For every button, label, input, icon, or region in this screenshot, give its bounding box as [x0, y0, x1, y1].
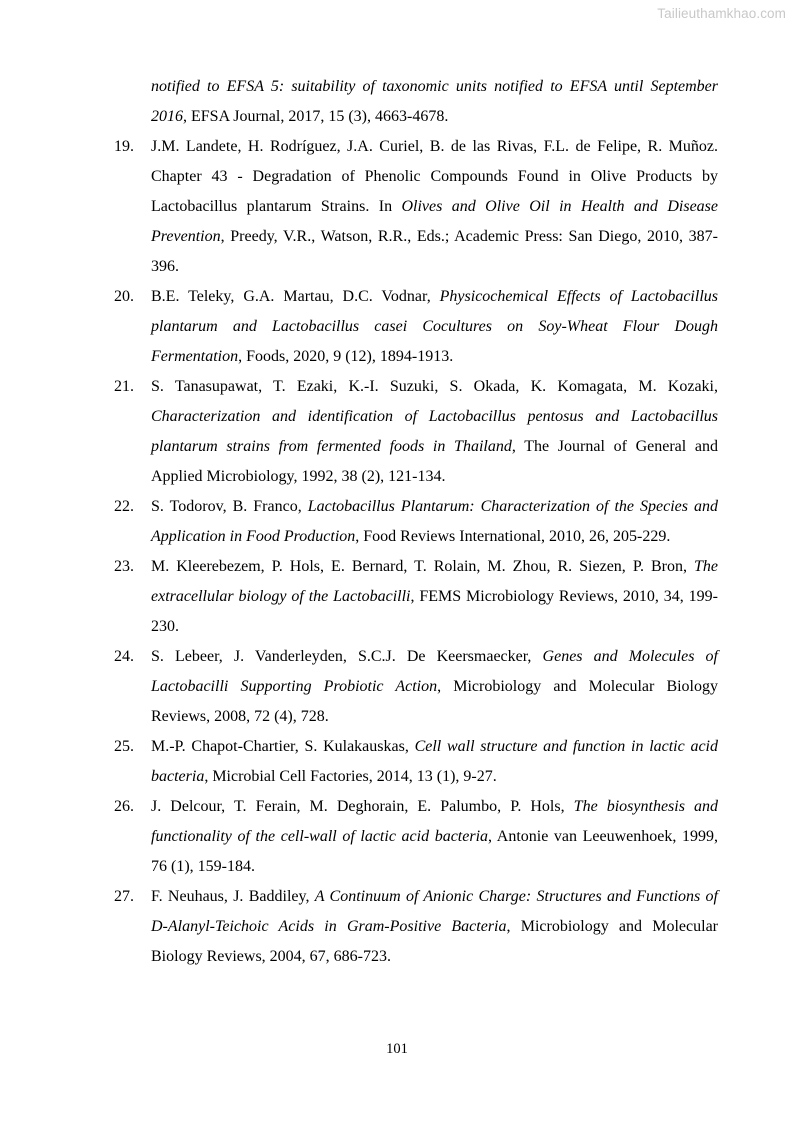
reference-authors: S. Lebeer, J. Vanderleyden, S.C.J. De Keersmaecker, — [151, 648, 543, 665]
reference-24 — [114, 642, 719, 732]
reference-20 — [114, 282, 718, 372]
reference-authors: S. Todorov, B. Franco, — [151, 498, 308, 515]
reference-details: , Microbiology and Molecular Biology Reviews, 2004, 67, 686-723. — [151, 918, 719, 965]
reference-number: 19. — [114, 138, 134, 155]
reference-number: 26. — [114, 798, 134, 815]
reference-21 — [114, 372, 718, 492]
reference-title: Physicochemical Effects of Lactobacillus plantarum and Lactobacillus casei Cocultures on Soy-Wheat Flour Dough Fermentation — [151, 288, 718, 365]
reference-19 — [114, 132, 718, 282]
reference-27 — [114, 882, 719, 972]
reference-number: 23. — [114, 558, 134, 575]
reference-number: 21. — [114, 378, 134, 395]
reference-authors: J. Delcour, T. Ferain, M. Deghorain, E. Palumbo, P. Hols, — [151, 798, 574, 815]
reference-details: , Microbiology and Molecular Biology Reviews, 2008, 72 (4), 728. — [151, 678, 719, 725]
reference-title: A Continuum of Anionic Charge: Structures and Functions of D-Alanyl-Teichoic Acids in Gram-Positive Bacteria — [151, 888, 718, 935]
reference-25 — [114, 732, 718, 792]
reference-details: , Microbial Cell Factories, 2014, 13 (1), 9-27. — [204, 768, 497, 785]
reference-details: , The Journal of General and Applied Microbiology, 1992, 38 (2), 121-134. — [151, 438, 718, 485]
reference-23 — [114, 552, 718, 642]
reference-number: 22. — [114, 498, 134, 515]
reference-authors: B.E. Teleky, G.A. Martau, D.C. Vodnar, — [151, 288, 440, 305]
reference-number: 20. — [114, 288, 134, 305]
reference-details: , Foods, 2020, 9 (12), 1894-1913. — [238, 348, 454, 365]
reference-details: , EFSA Journal, 2017, 15 (3), 4663-4678. — [183, 108, 449, 125]
reference-list — [0, 72, 794, 972]
reference-details: , FEMS Microbiology Reviews, 2010, 34, 199-230. — [151, 588, 718, 635]
reference-number: 25. — [114, 738, 134, 755]
watermark-text: Tailieuthamkhao.com — [657, 6, 786, 21]
reference-title: Characterization and identification of Lactobacillus pentosus and Lactobacillus plantarum strains from fermented foods in Thailand — [151, 408, 718, 455]
reference-title: Olives and Olive Oil in Health and Disease Prevention — [151, 198, 718, 245]
reference-number: 27. — [114, 888, 134, 905]
reference-title: The biosynthesis and functionality of the cell-wall of lactic acid bacteria — [151, 798, 719, 845]
reference-details: , Preedy, V.R., Watson, R.R., Eds.; Academic Press: San Diego, 2010, 387-396. — [151, 228, 718, 275]
reference-authors: S. Tanasupawat, T. Ezaki, K.-I. Suzuki, S. Okada, K. Komagata, M. Kozaki, — [151, 378, 718, 395]
reference-continuation — [151, 72, 718, 132]
reference-authors: F. Neuhaus, J. Baddiley, — [151, 888, 315, 905]
reference-authors: M.-P. Chapot-Chartier, S. Kulakauskas, — [151, 738, 415, 755]
reference-title: Cell wall structure and function in lactic acid bacteria — [151, 738, 718, 785]
reference-authors: J.M. Landete, H. Rodríguez, J.A. Curiel, B. de las Rivas, F.L. de Felipe, R. Muñoz. Chapter 43 - Degradation of Phenolic Compounds Found in Olive Products by Lactobacillus plantarum Strains. In — [151, 138, 718, 215]
page-number: 101 — [386, 1041, 408, 1057]
reference-title: The extracellular biology of the Lactobacilli — [151, 558, 718, 605]
reference-22 — [114, 492, 718, 552]
reference-details: , Antonie van Leeuwenhoek, 1999, 76 (1), 159-184. — [151, 828, 719, 875]
reference-title: notified to EFSA 5: suitability of taxonomic units notified to EFSA until September 2016 — [151, 78, 718, 125]
reference-number: 24. — [114, 648, 134, 665]
reference-title: Genes and Molecules of Lactobacilli Supporting Probiotic Action — [151, 648, 718, 695]
reference-authors: M. Kleerebezem, P. Hols, E. Bernard, T. Rolain, M. Zhou, R. Siezen, P. Bron, — [151, 558, 694, 575]
reference-details: , Food Reviews International, 2010, 26, 205-229. — [355, 528, 671, 545]
reference-26 — [114, 792, 719, 882]
reference-title: Lactobacillus Plantarum: Characterization of the Species and Application in Food Production — [151, 498, 718, 545]
